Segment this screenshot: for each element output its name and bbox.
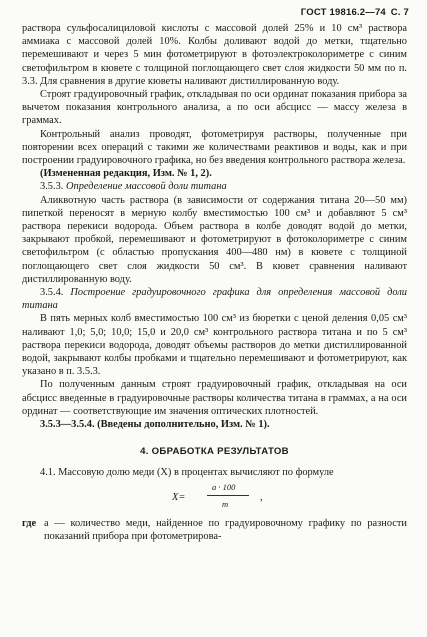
page-number: С. 7 [390, 7, 409, 18]
formula [22, 481, 407, 517]
paragraph: По полученным данным строят градуировочный график, откладывая на оси абсцисс введенные в градуировочные растворы количества титана в граммах, а на оси ординат — соответствующие им значения оптических плотностей. [22, 379, 407, 417]
section-title: 4. ОБРАБОТКА РЕЗУЛЬТАТОВ [140, 446, 289, 458]
clause-heading [22, 286, 407, 312]
amendment-note: 3.5.3—3.5.4. (Введены дополнительно, Изм. № 1). [40, 419, 270, 431]
clause-number: 3.5.3. [40, 181, 64, 193]
paragraph: Аликвотную часть раствора (в зависимости от содержания титана 20—50 мм) пипеткой переносят в мерную колбу вместимостью 100 см³ и добавляют 5 см³ раствора перекиси водорода. Объем раствора в колбе доводят водой до метки, закрывают пробкой, перемешивают и фотометрируют в фотоколориметре с синим светофильтром (с областью пропускания 400—480 нм) в кювете с толщиной поглощающего свет слоя жидкости 50 см³. В кювет сравнения наливают дистиллированную воду. [22, 194, 407, 285]
where-text: a — количество меди, найденное по градуировочному графику по разности показаний прибора при фотометрирова- [44, 517, 407, 542]
document-body [22, 22, 407, 543]
amendment-note: (Измененная редакция, Изм. № 1, 2). [40, 168, 212, 180]
paragraph: Контрольный анализ проводят, фотометрируя растворы, полученные при повторении всех операций с такими же количествами реактивов и воды, как и при построении градуировочного графика, но без введения контрольного раствора железа. [22, 128, 407, 167]
where-clause [22, 517, 407, 543]
formula-comma: , [260, 491, 263, 503]
formula-denominator: m [222, 498, 229, 509]
paragraph: раствора сульфосалициловой кислоты с массовой долей 25% и 10 см³ раствора аммиака с массовой долей 10%. Колбы доливают водой до метки, тщательно перемешивают и через 5 мин фотометрируют в фотоэлектроколориметре с синим светофильтром в кювете с толщиной поглощающего свет слоя жидкости 50 мм по п. 3.3. Для сравнения в другие кюветы наливают дистиллированную воду. [22, 23, 407, 87]
paragraph: Строят градуировочный график, откладывая по оси ординат показания прибора за вычетом показания контрольного анализа, а по оси абсцисс — массу железа в граммах. [22, 89, 407, 127]
page-header [299, 6, 409, 19]
fraction-bar [207, 495, 249, 496]
formula-lhs: X= [172, 491, 186, 503]
formula-numerator: a · 100 [212, 481, 236, 492]
paragraph: В пять мерных колб вместимостью 100 см³ из бюретки с ценой деления 0,05 см³ наливают 1,0; 5,0; 10,0; 15,0 и 20,0 см³ контрольного раствора титана и по 5 см³ раствора перекиси водорода, доводят объемы растворов до метки дистиллированной водой, закрывают колбы пробками и тщательно перемешивают и фотометрируют, как указано в п. 3.5.3. [22, 313, 407, 378]
paragraph: 4.1. Массовую долю меди (X) в процентах вычисляют по формуле [40, 466, 334, 478]
clause-title: Определение массовой доли титана [66, 181, 227, 193]
clause-number: 3.5.4. [40, 287, 64, 299]
clause-title: Построение градуировочного графика для определения массовой доли титана [22, 287, 407, 312]
where-word: где [22, 517, 37, 529]
clause-heading [22, 180, 407, 193]
standard-number: ГОСТ 19816.2—74 [300, 7, 386, 18]
